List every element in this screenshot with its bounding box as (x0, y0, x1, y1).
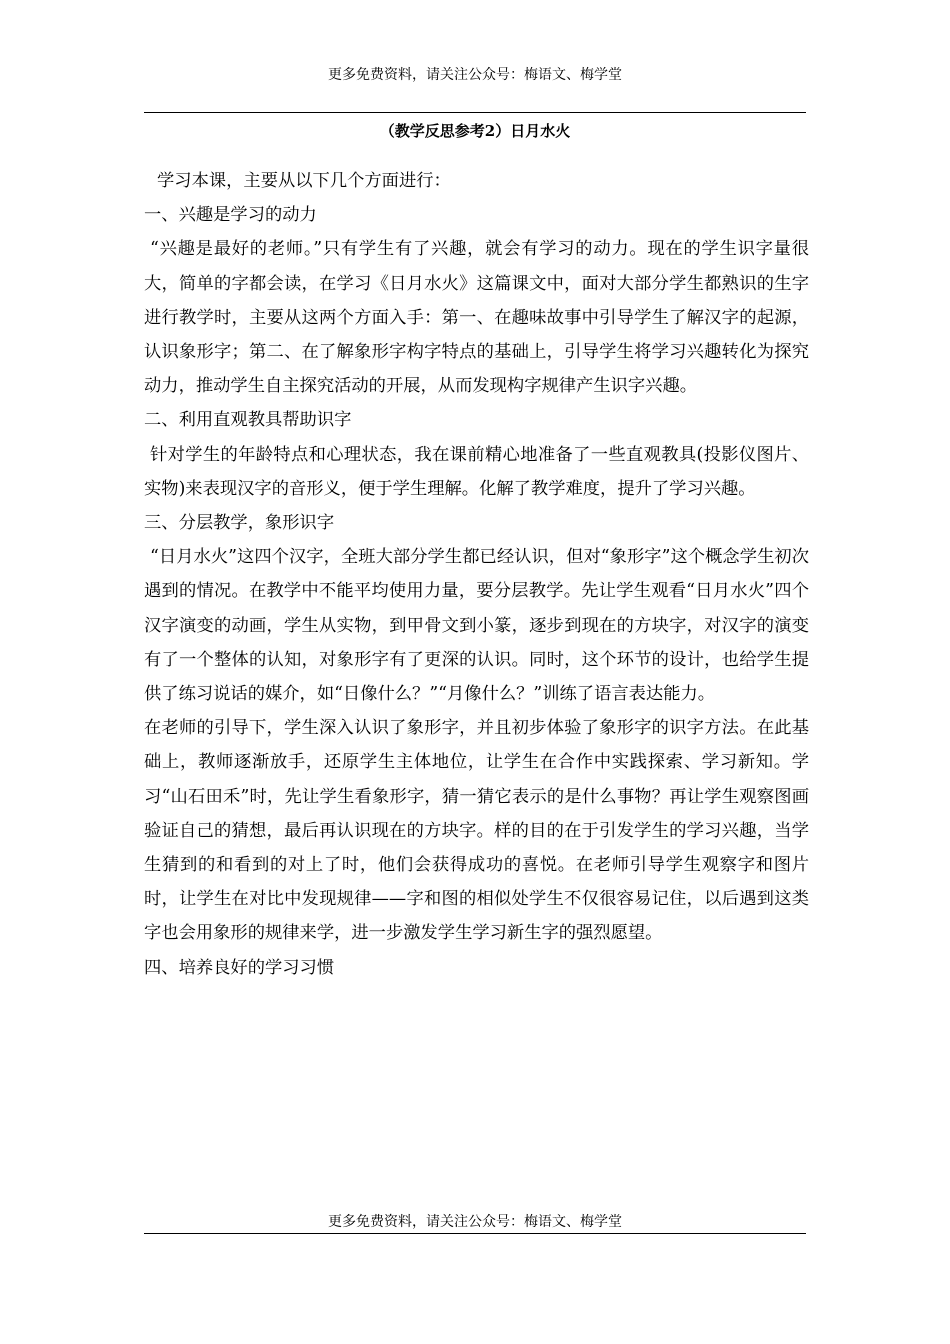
section-heading-4: 四、培养良好的学习习惯 (144, 957, 335, 978)
intro-paragraph: 学习本课，主要从以下几个方面进行： (157, 171, 451, 191)
section-heading-2: 二、利用直观教具帮助识字 (144, 410, 352, 431)
section-1-paragraph: “兴趣是最好的老师。”只有学生有了兴趣，就会有学习的动力。现在的学生识字量很大，简单的字都会读，在学习《日月水火》这篇课文中，面对大部分学生都熟识的生字进行教学时，主要从这两个方面入手：第一、在趣味故事中引导学生了解汉字的起源，认识象形字；第二、在了解象形字构字特点的基础上，引导学生将学习兴趣转化为探究动力，推动学生自主探究活动的开展，从而发现构字规律产生识字兴趣。 (144, 239, 809, 397)
footer-rule (144, 1233, 806, 1234)
page-footer: 更多免费资料，请关注公众号：梅语文、梅学堂 (328, 1214, 622, 1230)
section-3-paragraph: “日月水火”这四个汉字，全班大部分学生都已经认识，但对“象形字”这个概念学生初次遇到的情况。在教学中不能平均使用力量，要分层教学。先让学生观看“日月水火”四个汉字演变的动画，学生从实物，到甲骨文到小篆，逐步到现在的方块字，对汉字的演变有了一个整体的认知，对象形字有了更深的认识。同时，这个环节的设计，也给学生提供了练习说话的媒介，如“日像什么？”“月像什么？”训练了语言表达能力。 (144, 547, 809, 705)
section-2-paragraph: 针对学生的年龄特点和心理状态，我在课前精心地准备了一些直观教具(投影仪图片、实物)来表现汉字的音形义，便于学生理解。化解了教学难度，提升了学习兴趣。 (144, 444, 809, 499)
document-body (144, 164, 809, 985)
page-header: 更多免费资料，请关注公众号：梅语文、梅学堂 (328, 67, 622, 83)
section-3-paragraph-2: 在老师的引导下，学生深入认识了象形字，并且初步体验了象形字的识字方法。在此基础上，教师逐渐放手，还原学生主体地位，让学生在合作中实践探索、学习新知。学习“山石田禾”时，先让学生看象形字，猜一猜它表示的是什么事物？再让学生观察图画验证自己的猜想，最后再认识现在的方块字。样的目的在于引发学生的学习兴趣，当学生猜到的和看到的对上了时，他们会获得成功的喜悦。在老师引导学生观察字和图片时，让学生在对比中发现规律——字和图的相似处学生不仅很容易记住，以后遇到这类字也会用象形的规律来学，进一步激发学生学习新生字的强烈愿望。 (144, 718, 809, 944)
header-rule (144, 112, 806, 113)
document-title: （教学反思参考2）日月水火 (379, 122, 571, 140)
section-heading-3: 三、分层教学，象形识字 (144, 513, 335, 534)
section-heading-1: 一、兴趣是学习的动力 (144, 205, 317, 226)
